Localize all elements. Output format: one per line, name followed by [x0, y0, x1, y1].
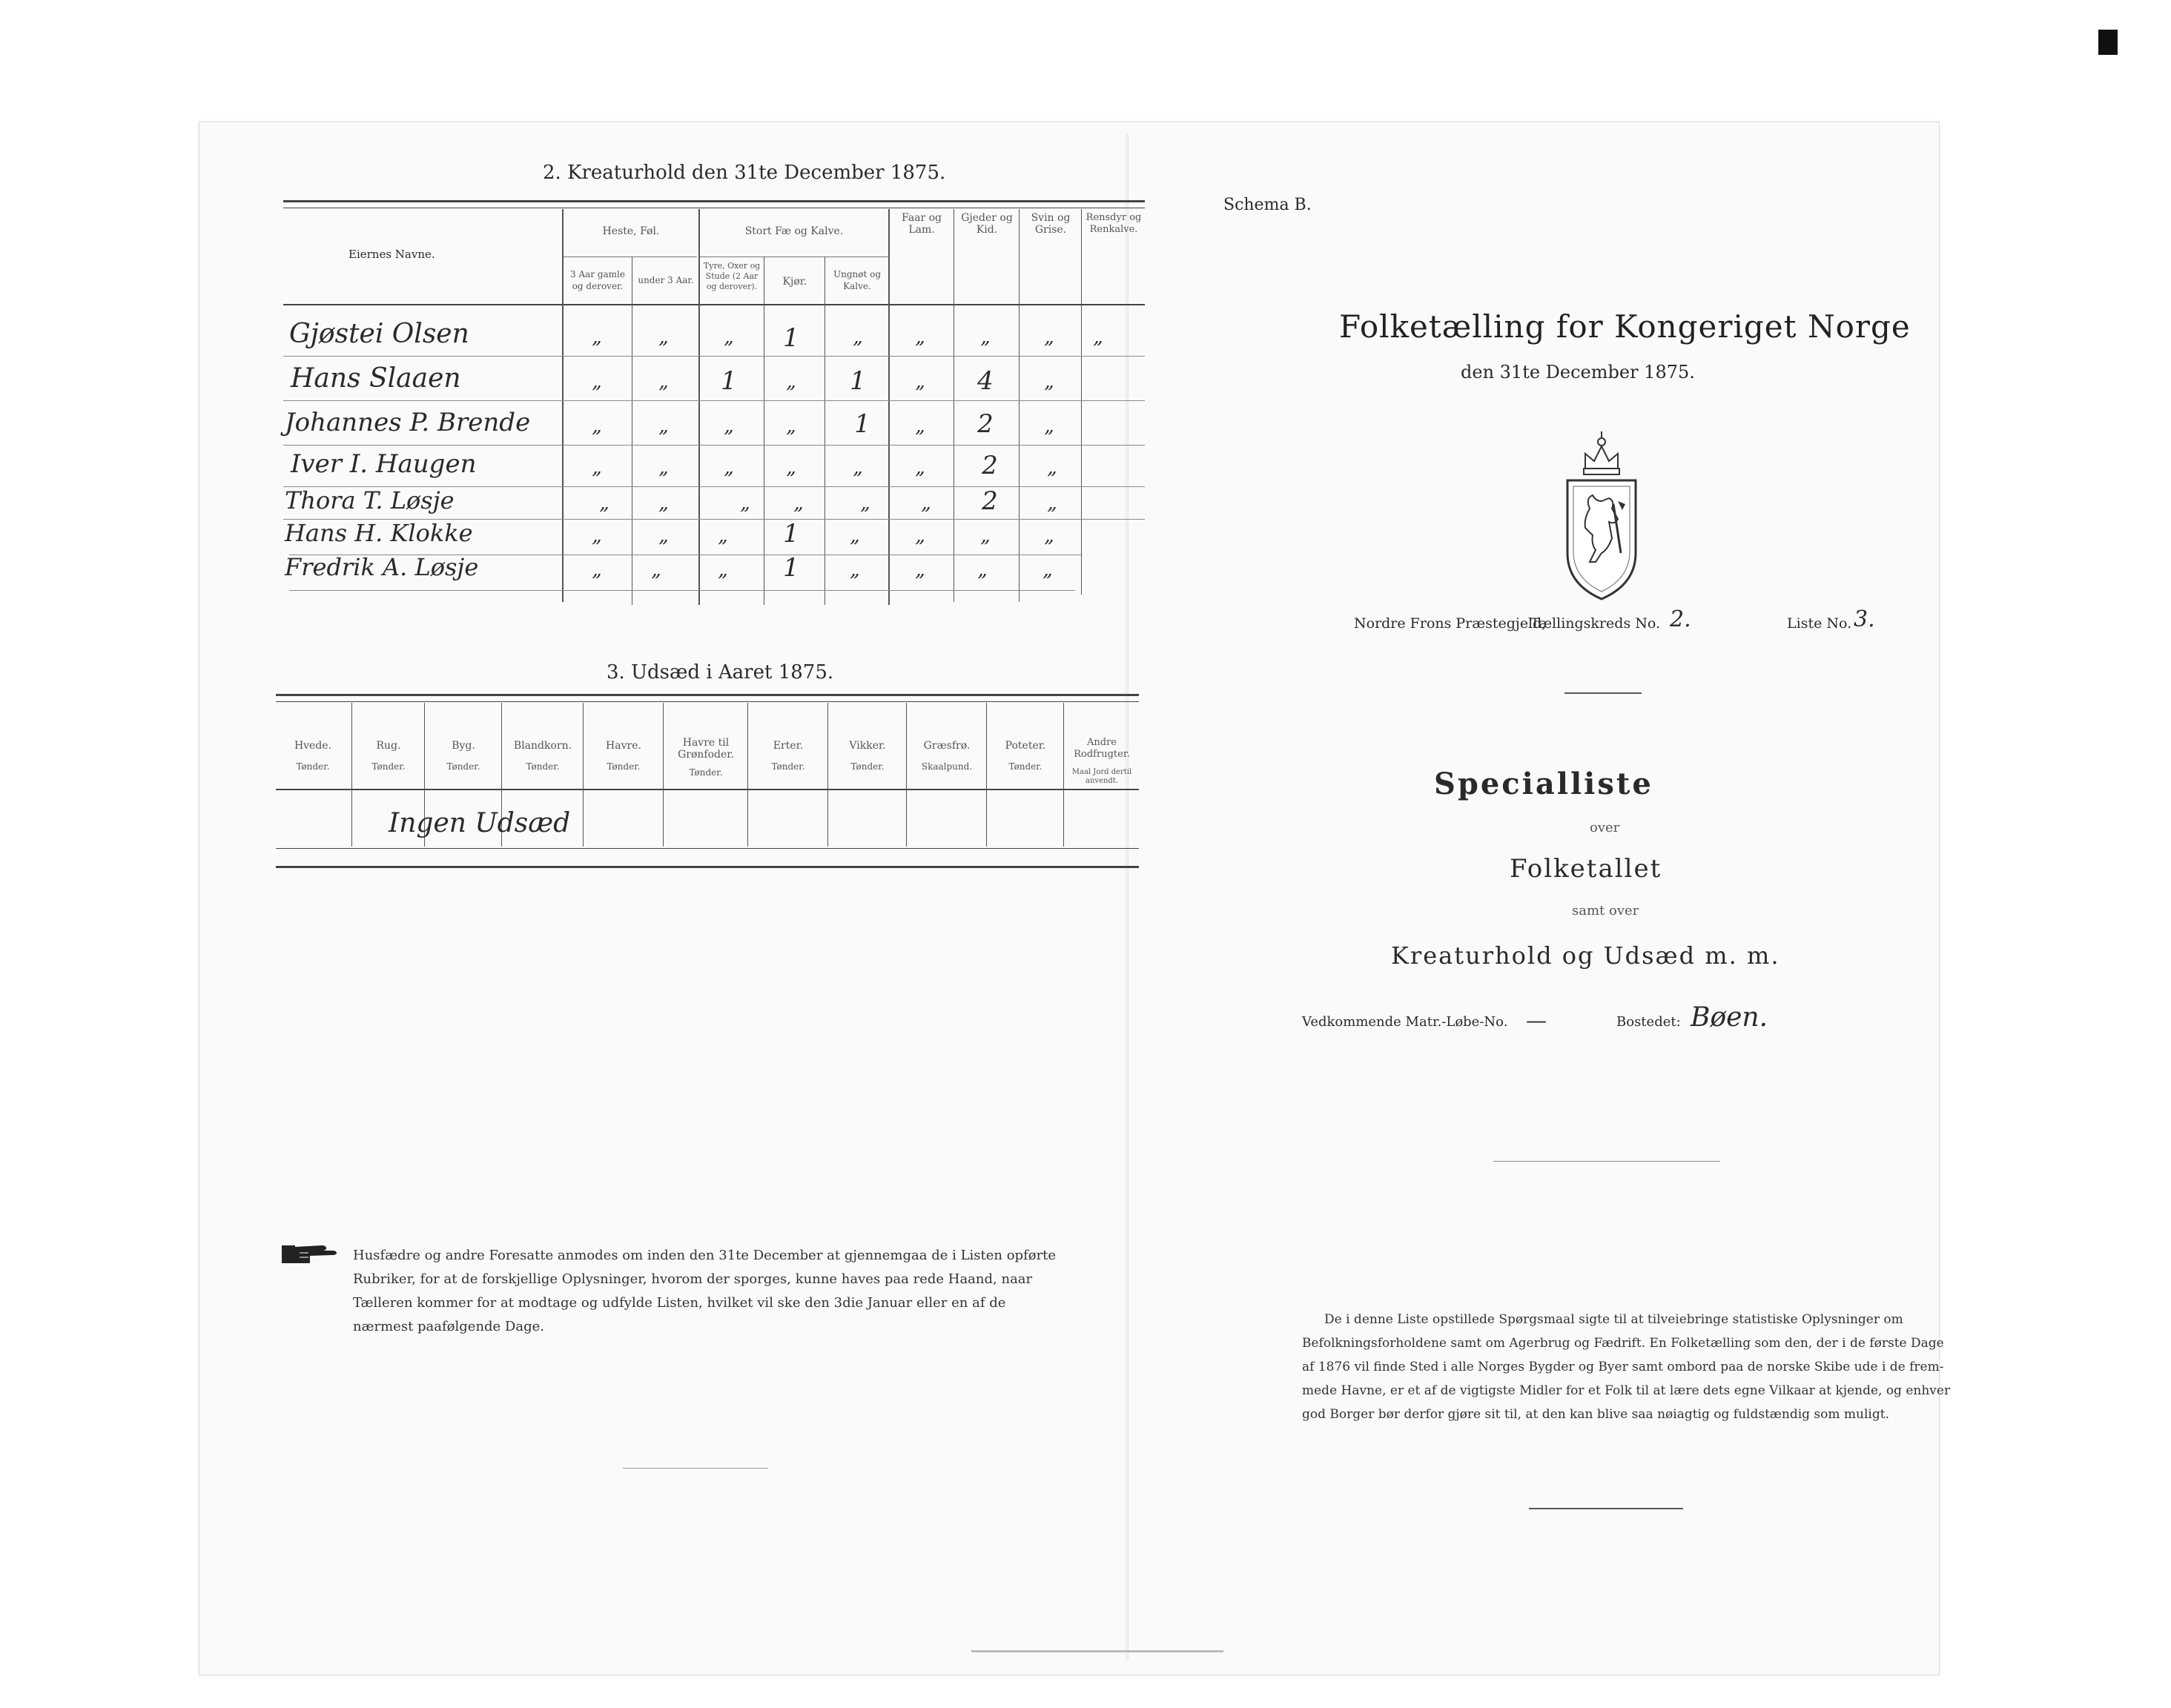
over-label: over — [1590, 820, 1620, 835]
norway-coat-of-arms-icon — [1563, 427, 1640, 605]
owners-names-header: Eiernes Navne. — [348, 248, 435, 261]
cell: 2 — [977, 409, 994, 439]
table3-col-header: Byg. — [452, 740, 475, 752]
cell: „ — [1047, 457, 1057, 479]
table3-row-rule — [276, 848, 1139, 849]
sub-header-horses-young: under 3 Aar. — [638, 275, 694, 285]
sub-header-horses-old: 3 Aar gamle og derover. — [570, 269, 625, 291]
cell: „ — [724, 326, 734, 348]
section2-title: 2. Kreaturhold den 31te December 1875. — [543, 162, 946, 184]
cell: „ — [786, 457, 796, 479]
right-page-divider — [1493, 1161, 1720, 1162]
table2-row-rule — [283, 445, 1145, 446]
census-sheet — [199, 122, 1940, 1675]
bosted-value: Bøen. — [1691, 1002, 1768, 1033]
cell: „ — [724, 415, 734, 437]
notice-line: Tælleren kommer for at modtage og udfylde Listen, hvilket vil ske den 3die Januar eller en af de — [353, 1295, 1006, 1311]
schema-label: Schema B. — [1223, 196, 1312, 214]
cell: 2 — [982, 451, 998, 480]
table2-col-divider — [1081, 209, 1082, 595]
table2-row-rule — [289, 590, 1075, 591]
table3-col-divider — [747, 703, 748, 847]
group-header-sheep: Faar og Lam. — [902, 212, 942, 236]
cell: „ — [658, 326, 669, 348]
table2-subheader-rule-a — [564, 256, 697, 257]
table3-col-unit: Tønder. — [850, 761, 885, 772]
cell: „ — [853, 457, 863, 479]
sub-header-cows: Kjør. — [782, 276, 807, 288]
footer-line: De i denne Liste opstillede Spørgsmaal sigte til at tilveiebringe statistiske Oplysninger om — [1324, 1312, 1903, 1327]
cell: „ — [1044, 525, 1054, 547]
cell: „ — [658, 457, 669, 479]
cell: „ — [1093, 326, 1103, 348]
matr-label: Vedkommende Matr.-Løbe-No. — [1302, 1014, 1508, 1030]
owner-name: Gjøstei Olsen — [289, 319, 469, 349]
notice-line: Husfædre og andre Foresatte anmodes om inden den 31te December at gjennemgaa de i Listen opførte — [353, 1248, 1057, 1263]
cell: 1 — [850, 366, 866, 396]
cell: „ — [786, 371, 796, 393]
table3-col-header: Havre til Grønfoder. — [678, 737, 734, 761]
cell: „ — [592, 559, 602, 581]
cell: „ — [592, 415, 602, 437]
table2-col-divider — [888, 209, 890, 605]
footer-line: af 1876 vil finde Sted i alle Norges Bygder og Byer samt ombord paa de norske Skibe ude i de frem- — [1302, 1360, 1944, 1374]
cell: „ — [793, 492, 804, 514]
owner-name: Iver I. Haugen — [291, 449, 477, 479]
table3-col-unit: Tønder. — [446, 761, 480, 772]
table3-col-header: Vikker. — [849, 740, 886, 752]
cell: „ — [915, 559, 925, 581]
group-header-pigs: Svin og Grise. — [1031, 212, 1071, 236]
samt-over-label: samt over — [1572, 903, 1639, 918]
table3-bottom-rule — [276, 866, 1139, 868]
cell: „ — [658, 525, 669, 547]
table3-top-rule — [276, 694, 1139, 696]
group-header-goats: Gjeder og Kid. — [961, 212, 1013, 236]
table3-col-header: Erter. — [773, 740, 804, 752]
owner-name: Hans Slaaen — [291, 363, 461, 394]
owner-name: Thora T. Løsje — [285, 486, 455, 514]
table3-col-unit: Tønder. — [771, 761, 805, 772]
corner-marker — [2098, 30, 2118, 55]
table3-top-rule-thin — [276, 701, 1139, 702]
table3-col-unit: Tønder. — [689, 767, 723, 778]
table3-col-header: Poteter. — [1005, 740, 1046, 752]
cell: 1 — [783, 553, 799, 583]
cell: „ — [1042, 559, 1053, 581]
cell: „ — [599, 492, 609, 514]
form-title: Folketælling for Kongeriget Norge — [1339, 308, 1911, 345]
cell: 1 — [721, 366, 737, 396]
table3-col-unit: Tønder. — [1008, 761, 1042, 772]
table3-col-unit: Maal Jord dertil anvendt. — [1071, 768, 1132, 785]
cell: „ — [1044, 326, 1054, 348]
cell: „ — [718, 525, 728, 547]
table3-col-unit: Tønder. — [296, 761, 330, 772]
table3-col-header: Havre. — [606, 740, 641, 752]
cell: 1 — [783, 323, 799, 353]
left-page-footer-rule — [623, 1468, 768, 1469]
table3-col-divider — [351, 703, 352, 847]
table3-col-divider — [663, 703, 664, 847]
kreds-value: 2. — [1670, 606, 1691, 632]
cell: „ — [853, 326, 863, 348]
section3-title: 3. Udsæd i Aaret 1875. — [607, 661, 834, 683]
owner-name: Fredrik A. Løsje — [285, 553, 479, 581]
cell: „ — [860, 492, 870, 514]
cell: „ — [1044, 415, 1054, 437]
kreaturhold-heading: Kreaturhold og Udsæd m. m. — [1391, 941, 1780, 970]
liste-value: 3. — [1854, 606, 1875, 632]
table3-col-header: Rug. — [376, 740, 401, 752]
table3-col-header: Blandkorn. — [513, 740, 572, 752]
footer-line: mede Havne, er et af de vigtigste Midler for et Folk til at lære dets egne Vilkaar at kjende, og enhver — [1302, 1383, 1951, 1398]
notice-line: nærmest paafølgende Dage. — [353, 1319, 544, 1334]
udsaed-entry: Ingen Udsæd — [389, 808, 571, 838]
cell: „ — [718, 559, 728, 581]
bottom-edge-scribble — [971, 1650, 1223, 1652]
cell: 1 — [854, 409, 870, 439]
table3-col-unit: Tønder. — [607, 761, 641, 772]
table3-col-header: Hvede. — [294, 740, 332, 752]
cell: „ — [651, 559, 661, 581]
footer-line: god Borger bør derfor gjøre sit til, at den kan blive saa nøiagtig og fuldstændig som muligt. — [1302, 1407, 1889, 1422]
bosted-label: Bostedet: — [1616, 1014, 1681, 1030]
cell: „ — [740, 492, 750, 514]
folketallet-heading: Folketallet — [1510, 854, 1662, 884]
table3-col-divider — [906, 703, 907, 847]
cell: „ — [921, 492, 931, 514]
cell: „ — [786, 415, 796, 437]
cell: „ — [980, 525, 991, 547]
cell: „ — [658, 415, 669, 437]
cell: „ — [980, 326, 991, 348]
table3-col-divider — [1063, 703, 1064, 847]
group-header-reindeer: Rensdyr og Renkalve. — [1086, 212, 1142, 235]
cell: „ — [915, 525, 925, 547]
table3-header-rule — [276, 789, 1139, 790]
cell: „ — [592, 457, 602, 479]
cell: „ — [592, 525, 602, 547]
cell: „ — [1044, 371, 1054, 393]
table3-col-header: Græsfrø. — [923, 740, 971, 752]
pointing-hand-icon — [280, 1239, 343, 1266]
cell: „ — [915, 457, 925, 479]
table3-col-unit: Tønder. — [371, 761, 406, 772]
ornamental-rule — [1564, 692, 1642, 694]
cell: 1 — [783, 519, 799, 549]
table3-col-unit: Tønder. — [526, 761, 560, 772]
table2-top-rule — [283, 200, 1145, 202]
cell: „ — [658, 371, 669, 393]
footer-text — [1302, 1308, 1950, 1426]
notice-line: Rubriker, for at de forskjellige Oplysninger, hvorom der sporges, kunne haves paa rede Haand, naar — [353, 1271, 1033, 1287]
cell: „ — [850, 525, 860, 547]
table3-col-unit: Skaalpund. — [921, 761, 973, 772]
matr-value: — — [1526, 1008, 1547, 1033]
cell: „ — [1047, 492, 1057, 514]
cell: „ — [915, 415, 925, 437]
table3-col-divider — [827, 703, 828, 847]
cell: „ — [850, 559, 860, 581]
group-header-horses: Heste, Føl. — [602, 225, 660, 237]
table2-row-rule — [283, 356, 1145, 357]
cell: 2 — [982, 486, 998, 516]
table2-row-rule — [283, 400, 1145, 401]
cell: „ — [592, 326, 602, 348]
cell: „ — [658, 492, 669, 514]
table2-header-rule — [283, 304, 1145, 305]
table2-subheader-rule-b — [700, 256, 888, 257]
group-header-cattle: Stort Fæ og Kalve. — [744, 225, 844, 237]
parish-label: Nordre Frons Præstegjeld, — [1354, 615, 1547, 632]
cell: „ — [915, 326, 925, 348]
table3-col-divider — [986, 703, 987, 847]
notice-text — [353, 1244, 1056, 1339]
cell: „ — [915, 371, 925, 393]
cell: 4 — [977, 366, 994, 396]
cell: „ — [724, 457, 734, 479]
cell: „ — [592, 371, 602, 393]
table3-col-header: Andre Rodfrugter. — [1074, 737, 1130, 760]
liste-label: Liste No. — [1787, 615, 1852, 632]
form-date: den 31te December 1875. — [1461, 362, 1695, 383]
cell: „ — [977, 559, 988, 581]
right-page-footer-rule — [1529, 1508, 1683, 1509]
kreds-label: Tællingskreds No. — [1530, 615, 1660, 632]
table3-col-divider — [583, 703, 584, 847]
owner-name: Hans H. Klokke — [285, 519, 473, 547]
page-fold — [1126, 133, 1129, 1661]
owner-name: Johannes P. Brende — [285, 408, 531, 437]
specialliste-heading: Specialliste — [1434, 767, 1653, 801]
sub-header-calves: Ungnøt og Kalve. — [833, 269, 882, 291]
table2-col-divider — [1019, 209, 1020, 602]
sub-header-bulls: Tyre, Oxer og Stude (2 Aar og derover). — [703, 261, 761, 291]
footer-line: Befolkningsforholdene samt om Agerbrug og Fædrift. En Folketælling som den, der i de første Dage — [1302, 1336, 1944, 1351]
